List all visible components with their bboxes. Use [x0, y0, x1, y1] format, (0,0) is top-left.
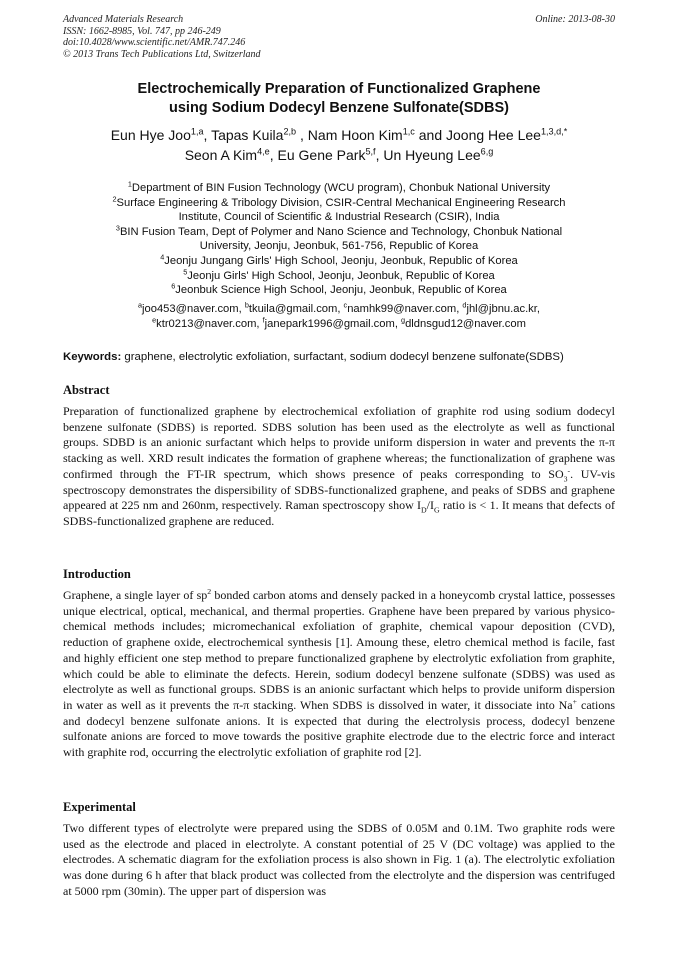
author-name: Nam Hoon Kim: [307, 127, 403, 143]
author-name: Seon A Kim: [184, 146, 258, 163]
paper-title: [63, 80, 615, 118]
title-line-1: Electrochemically Preparation of Functionalized Graphene: [137, 81, 541, 97]
email-sup: a: [137, 300, 143, 310]
email-sup: f: [262, 315, 265, 325]
affiliation-3: [63, 225, 615, 254]
email-separator: ,: [394, 318, 402, 330]
email-sup: g: [401, 315, 406, 325]
email-list: [63, 302, 615, 332]
author-name: Un Hyeung Lee: [383, 146, 481, 163]
affiliation-text: University, Jeonju, Jeonbuk, 561-756, Republic of Korea: [199, 240, 479, 253]
author-separator: ,: [296, 127, 308, 143]
abstract-subscript: D: [421, 505, 427, 515]
email-separator: ,: [456, 303, 463, 315]
author-affil-sup: 5,f: [365, 145, 376, 156]
affiliation-num: 2: [112, 193, 117, 203]
journal-header: [63, 14, 261, 60]
email-address: namhk99@naver.com: [347, 303, 457, 315]
email-separator: ,: [238, 303, 245, 315]
author-list: [63, 126, 615, 165]
introduction-text: bonded carbon atoms and densely packed in a honeycomb crystal lattice, possesses unique electrical, optical, mechanical, and thermal properties. Graphene have been prepared by various physico-chemical methods includes; micromechanical exfoliation of graphite, chemical vapour deposition (CVD), reduction of graphene oxide, electrochemical synthesis [1]. Amoung these, eletro chemical method is facile, fast and highly efficient one step method to prepare functionalized graphene by electrolytic exfoliation from graphite, which could be able to eliminate the defects. Herein, sodium dodecyl benzene sulfonate (SDBS) was used as electrolyte as well as functional groups. SDBS is an anionic surfactant which helps to provide uniform dispersion in water as well as it prevents the π-π stacking. When SDBS is dissolved in water, it dissociate into Na: [63, 588, 615, 712]
author-line-1: [63, 126, 615, 146]
online-date: Online: 2013-08-30: [535, 14, 615, 25]
email-separator: ,: [337, 303, 344, 315]
keywords-label: Keywords:: [63, 351, 122, 363]
abstract-text: . UV-vis spectroscopy demonstrates the dispersibility of SDBS-functionalized graphene, and peaks of SDBS and graphene appeared at 225 nm and 260nm, respectively. Raman spectroscopy show I: [63, 466, 615, 513]
email-address: janepark1996@gmail.com: [264, 318, 395, 330]
author-name: Eun Hye Joo: [110, 127, 191, 143]
introduction-superscript: +: [572, 696, 578, 706]
introduction-text: cations and dodecyl benzene sulfonate anions. It is expected that during the electrolysis process, dodecyl benzene sulfonate anions are forced to move towards the positive graphite electrode due to the electric force and interact with graphite rod, occurring the electrolytic exfoliation of graphite rod [2].: [63, 697, 615, 760]
author-affil-sup: 1,a: [190, 126, 204, 137]
author-affil-sup: 6,g: [480, 145, 494, 156]
author-affil-sup: 4,e: [257, 145, 270, 156]
abstract-subscript: 3: [563, 474, 568, 484]
email-address: ktr0213@naver.com: [156, 318, 257, 330]
email-address: jhl@jbnu.ac.kr,: [466, 303, 540, 315]
author-name: Tapas Kuila: [211, 127, 284, 143]
affiliation-text: Jeonju Girls' High School, Jeonju, Jeonbuk, Republic of Korea: [187, 269, 495, 282]
introduction-superscript: 2: [207, 587, 212, 596]
abstract-heading: Abstract: [63, 383, 110, 397]
abstract-text: Preparation of functionalized graphene by electrochemical exfoliation of graphite rod using sodium dodecyl benzene sulfonate (SDBS) is reported. SDBS solution has been used as the electrolyte as well as functional groups. SDBD is an anionic surfactant which helps to provide uniform dispersion in water and prevents the π-π stacking as well. XRD result indicates the formation of graphene whereas; the functionalization of graphene was confirmed through the FT-IR spectrum, which shows presence of peaks corresponding to SO: [63, 404, 615, 481]
title-line-2: using Sodium Dodecyl Benzene Sulfonate(SDBS): [169, 100, 509, 116]
introduction-text: Graphene, a single layer of sp: [63, 588, 208, 602]
affiliation-text: Surface Engineering & Tribology Division, CSIR-Central Mechanical Engineering Research: [116, 196, 566, 209]
author-affil-sup: 1,c: [402, 126, 415, 137]
keywords-text: graphene, electrolytic exfoliation, surfactant, sodium dodecyl benzene sulfonate(SDBS): [121, 351, 564, 363]
keywords-line: [63, 350, 623, 365]
abstract-superscript: -: [567, 465, 571, 475]
affiliation-4: [63, 254, 615, 269]
affiliation-num: 5: [183, 266, 188, 276]
affiliation-text: Department of BIN Fusion Technology (WCU program), Chonbuk National University: [131, 182, 551, 194]
affiliation-5: [63, 266, 615, 284]
affiliation-num: 3: [115, 223, 120, 233]
affiliation-num: 4: [160, 252, 165, 262]
author-line-2: [63, 146, 615, 166]
author-affil-sup: 1,3,d,*: [540, 126, 568, 137]
author-affil-sup: 2,b: [283, 126, 297, 137]
experimental-paragraph: Two different types of electrolyte were prepared using the SDBS of 0.05M and 0.1M. Two graphite rods were used as the electrode and placed in electrolyte. A constant potential of 25 V (DC voltage) was applied to the electrodes. A schematic diagram for the exfoliation process is also shown in Fig. 1 (a). The electrolytic exfoliation was done during 6 h after that black product was collected from the electrolyte and the dispersion was centrifuged at 5000 rpm (30min). The upper part of dispersion was: [63, 821, 615, 898]
email-address: dldnsgud12@naver.com: [405, 318, 526, 330]
affiliation-text: Jeonju Jungang Girls' High School, Jeonju, Jeonbuk, Republic of Korea: [164, 254, 518, 267]
affiliation-num: 1: [127, 179, 132, 189]
affiliation-list: [63, 181, 615, 298]
introduction-heading: Introduction: [63, 567, 131, 581]
journal-doi: doi:10.4028/www.scientific.net/AMR.747.246: [63, 37, 246, 48]
email-line-1: [63, 302, 615, 317]
abstract-subscript: G: [434, 505, 440, 515]
affiliation-2: [63, 193, 615, 225]
email-sup: b: [244, 300, 249, 310]
email-line-2: [63, 317, 615, 332]
affiliation-num: 6: [171, 281, 176, 291]
email-sup: d: [462, 300, 467, 310]
affiliation-6: [63, 283, 615, 298]
experimental-heading: Experimental: [63, 800, 136, 814]
affiliation-text: Institute, Council of Scientific & Industrial Research (CSIR), India: [178, 211, 500, 224]
abstract-paragraph: [63, 404, 615, 530]
email-separator: ,: [256, 318, 263, 330]
email-sup: e: [152, 315, 157, 325]
affiliation-text: Jeonbuk Science High School, Jeonju, Jeonbuk, Republic of Korea: [175, 284, 507, 297]
author-name: Joong Hee Lee: [446, 127, 541, 143]
author-separator: and: [414, 127, 446, 143]
journal-copyright: © 2013 Trans Tech Publications Ltd, Switzerland: [63, 48, 261, 60]
author-separator: ,: [375, 146, 384, 163]
introduction-paragraph: [63, 588, 615, 761]
journal-issn: ISSN: 1662-8985, Vol. 747, pp 246-249: [63, 25, 221, 37]
affiliation-text: BIN Fusion Team, Dept of Polymer and Nano Science and Technology, Chonbuk National: [119, 225, 563, 238]
abstract-text: /I: [426, 498, 435, 513]
author-separator: ,: [203, 127, 212, 143]
author-separator: ,: [269, 146, 278, 163]
author-name: Eu Gene Park: [277, 146, 366, 163]
email-sup: c: [343, 300, 348, 310]
abstract-text: ratio is < 1. It means that defects of SDBS-functionalized graphene are reduced.: [63, 498, 615, 528]
affiliation-1: [63, 181, 615, 196]
journal-name: Advanced Materials Research: [63, 14, 184, 25]
email-address: joo453@naver.com: [142, 303, 239, 315]
email-address: tkuila@gmail.com: [248, 303, 338, 315]
